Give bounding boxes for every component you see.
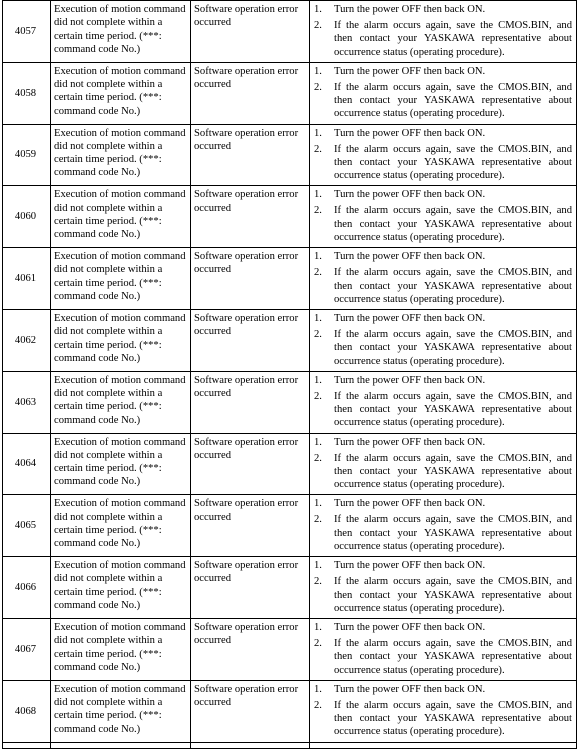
remedy-step	[314, 19, 572, 59]
remedy-step	[314, 250, 572, 263]
alarm-type: Software operation error occurred	[191, 495, 310, 557]
alarm-cause: Execution of motion command did not complete within a certain time period. (***: command code No.)	[51, 309, 191, 371]
alarm-type: Software operation error occurred	[191, 680, 310, 742]
remedy-step-text: If the alarm occurs again, save the CMOS.BIN, and then contact your YASKAWA representative about occurrence status (operating procedure).	[334, 452, 572, 491]
remedy-step-text: Turn the power OFF then back ON.	[334, 251, 486, 263]
remedy-step	[314, 497, 572, 510]
remedy-step-number: 1.	[314, 189, 322, 201]
alarm-remedy	[310, 433, 577, 495]
remedy-step-text: Turn the power OFF then back ON.	[334, 498, 486, 510]
remedy-step-number: 1.	[314, 498, 322, 510]
remedy-step	[314, 452, 572, 492]
remedy-step	[314, 559, 572, 572]
alarm-table-page	[2, 0, 576, 749]
remedy-step-number: 2.	[314, 205, 322, 217]
remedy-step-number: 1.	[314, 621, 322, 633]
remedy-step-number: 2.	[314, 20, 322, 32]
remedy-step-number: 2.	[314, 638, 322, 650]
remedy-step	[314, 699, 572, 739]
remedy-step-text: If the alarm occurs again, save the CMOS.BIN, and then contact your YASKAWA representative about occurrence status (operating procedure).	[334, 81, 572, 120]
remedy-step-text: If the alarm occurs again, save the CMOS.BIN, and then contact your YASKAWA representative about occurrence status (operating procedure).	[334, 329, 572, 367]
remedy-step	[314, 621, 572, 634]
remedy-step	[314, 204, 572, 244]
alarm-remedy	[310, 371, 577, 433]
remedy-step-text: If the alarm occurs again, save the CMOS.BIN, and then contact your YASKAWA representative about occurrence status (operating procedure).	[334, 576, 572, 614]
alarm-code: 4060	[3, 186, 51, 248]
remedy-step	[314, 683, 572, 696]
remedy-step-number: 1.	[314, 560, 322, 572]
remedy-step-number: 2.	[314, 143, 322, 155]
remedy-step-text: Turn the power OFF then back ON.	[334, 436, 486, 448]
remedy-step	[314, 312, 572, 325]
remedy-step	[314, 266, 572, 306]
remedy-step	[314, 436, 572, 449]
remedy-step	[314, 143, 572, 183]
alarm-remedy	[310, 124, 577, 186]
empty-cell	[310, 742, 577, 748]
alarm-row	[3, 680, 577, 742]
remedy-step-number: 1.	[314, 127, 322, 139]
alarm-type: Software operation error occurred	[191, 557, 310, 619]
alarm-code: 4059	[3, 124, 51, 186]
remedy-step-text: If the alarm occurs again, save the CMOS.BIN, and then contact your YASKAWA representative about occurrence status (operating procedure).	[334, 514, 572, 553]
alarm-cause: Execution of motion command did not complete within a certain time period. (***: command code No.)	[51, 186, 191, 248]
alarm-cause: Execution of motion command did not complete within a certain time period. (***: command code No.)	[51, 680, 191, 742]
remedy-step-number: 2.	[314, 267, 322, 279]
remedy-step	[314, 81, 572, 121]
alarm-row	[3, 495, 577, 557]
alarm-remedy	[310, 680, 577, 742]
alarm-code: 4065	[3, 495, 51, 557]
remedy-step-number: 1.	[314, 251, 322, 263]
remedy-step-text: Turn the power OFF then back ON.	[334, 127, 486, 139]
alarm-type: Software operation error occurred	[191, 309, 310, 371]
remedy-step-number: 2.	[314, 576, 322, 588]
remedy-step-text: If the alarm occurs again, save the CMOS.BIN, and then contact your YASKAWA representative about occurrence status (operating procedure).	[334, 699, 572, 738]
remedy-step	[314, 3, 572, 16]
alarm-remedy	[310, 62, 577, 124]
alarm-remedy	[310, 618, 577, 680]
empty-cell	[191, 742, 310, 748]
alarm-remedy	[310, 495, 577, 557]
remedy-step-text: If the alarm occurs again, save the CMOS.BIN, and then contact your YASKAWA representative about occurrence status (operating procedure).	[334, 638, 572, 676]
alarm-code: 4068	[3, 680, 51, 742]
alarm-remedy	[310, 248, 577, 310]
alarm-code: 4062	[3, 309, 51, 371]
remedy-step-number: 2.	[314, 390, 322, 402]
alarm-code: 4064	[3, 433, 51, 495]
remedy-step-number: 1.	[314, 65, 322, 77]
alarm-code: 4058	[3, 62, 51, 124]
remedy-step	[314, 637, 572, 677]
remedy-step-text: Turn the power OFF then back ON.	[334, 4, 486, 15]
remedy-step-number: 1.	[314, 4, 322, 15]
alarm-type: Software operation error occurred	[191, 1, 310, 63]
remedy-step-text: Turn the power OFF then back ON.	[334, 189, 486, 201]
alarm-cause: Execution of motion command did not complete within a certain time period. (***: command code No.)	[51, 557, 191, 619]
remedy-step-text: Turn the power OFF then back ON.	[334, 683, 486, 695]
remedy-step-text: Turn the power OFF then back ON.	[334, 312, 486, 324]
alarm-code: 4066	[3, 557, 51, 619]
remedy-step	[314, 328, 572, 368]
alarm-table-body	[3, 1, 577, 749]
empty-cell	[3, 742, 51, 748]
remedy-step	[314, 65, 572, 78]
alarm-type: Software operation error occurred	[191, 371, 310, 433]
alarm-code: 4067	[3, 618, 51, 680]
alarm-row	[3, 618, 577, 680]
alarm-type: Software operation error occurred	[191, 186, 310, 248]
alarm-row	[3, 557, 577, 619]
alarm-type: Software operation error occurred	[191, 124, 310, 186]
remedy-step-number: 1.	[314, 374, 322, 386]
alarm-type: Software operation error occurred	[191, 618, 310, 680]
alarm-row	[3, 186, 577, 248]
remedy-step-text: Turn the power OFF then back ON.	[334, 560, 486, 572]
alarm-cause: Execution of motion command did not complete within a certain time period. (***: command code No.)	[51, 433, 191, 495]
alarm-code: 4057	[3, 1, 51, 63]
alarm-type: Software operation error occurred	[191, 248, 310, 310]
remedy-step-text: If the alarm occurs again, save the CMOS.BIN, and then contact your YASKAWA representative about occurrence status (operating procedure).	[334, 267, 572, 305]
alarm-cause: Execution of motion command did not complete within a certain time period. (***: command code No.)	[51, 62, 191, 124]
alarm-row	[3, 62, 577, 124]
remedy-step-text: If the alarm occurs again, save the CMOS.BIN, and then contact your YASKAWA representative about occurrence status (operating procedure).	[334, 205, 572, 244]
alarm-remedy	[310, 309, 577, 371]
alarm-row	[3, 371, 577, 433]
remedy-step	[314, 188, 572, 201]
alarm-row	[3, 248, 577, 310]
alarm-remedy	[310, 1, 577, 63]
alarm-cause: Execution of motion command did not complete within a certain time period. (***: command code No.)	[51, 371, 191, 433]
alarm-code: 4061	[3, 248, 51, 310]
remedy-step-number: 2.	[314, 329, 322, 341]
alarm-table	[2, 0, 577, 749]
remedy-step-text: If the alarm occurs again, save the CMOS.BIN, and then contact your YASKAWA representative about occurrence status (operating procedure).	[334, 20, 572, 58]
remedy-step-number: 1.	[314, 683, 322, 695]
table-continuation-row	[3, 742, 577, 748]
remedy-step-text: Turn the power OFF then back ON.	[334, 374, 486, 386]
remedy-step	[314, 374, 572, 387]
alarm-cause: Execution of motion command did not complete within a certain time period. (***: command code No.)	[51, 1, 191, 63]
alarm-cause: Execution of motion command did not complete within a certain time period. (***: command code No.)	[51, 248, 191, 310]
alarm-code: 4063	[3, 371, 51, 433]
remedy-step-text: Turn the power OFF then back ON.	[334, 65, 486, 77]
remedy-step-number: 2.	[314, 699, 322, 711]
remedy-step-text: Turn the power OFF then back ON.	[334, 621, 486, 633]
remedy-step	[314, 390, 572, 430]
remedy-step	[314, 575, 572, 615]
empty-cell	[51, 742, 191, 748]
alarm-remedy	[310, 186, 577, 248]
remedy-step-number: 2.	[314, 514, 322, 526]
alarm-row	[3, 433, 577, 495]
remedy-step-number: 1.	[314, 436, 322, 448]
remedy-step-text: If the alarm occurs again, save the CMOS.BIN, and then contact your YASKAWA representative about occurrence status (operating procedure).	[334, 390, 572, 429]
alarm-row	[3, 124, 577, 186]
alarm-row	[3, 1, 577, 63]
remedy-step	[314, 513, 572, 553]
alarm-row	[3, 309, 577, 371]
alarm-remedy	[310, 557, 577, 619]
alarm-cause: Execution of motion command did not complete within a certain time period. (***: command code No.)	[51, 495, 191, 557]
remedy-step-number: 1.	[314, 312, 322, 324]
remedy-step-text: If the alarm occurs again, save the CMOS.BIN, and then contact your YASKAWA representative about occurrence status (operating procedure).	[334, 143, 572, 182]
alarm-type: Software operation error occurred	[191, 433, 310, 495]
alarm-cause: Execution of motion command did not complete within a certain time period. (***: command code No.)	[51, 618, 191, 680]
remedy-step-number: 2.	[314, 452, 322, 464]
alarm-cause: Execution of motion command did not complete within a certain time period. (***: command code No.)	[51, 124, 191, 186]
alarm-type: Software operation error occurred	[191, 62, 310, 124]
remedy-step	[314, 127, 572, 140]
remedy-step-number: 2.	[314, 81, 322, 93]
